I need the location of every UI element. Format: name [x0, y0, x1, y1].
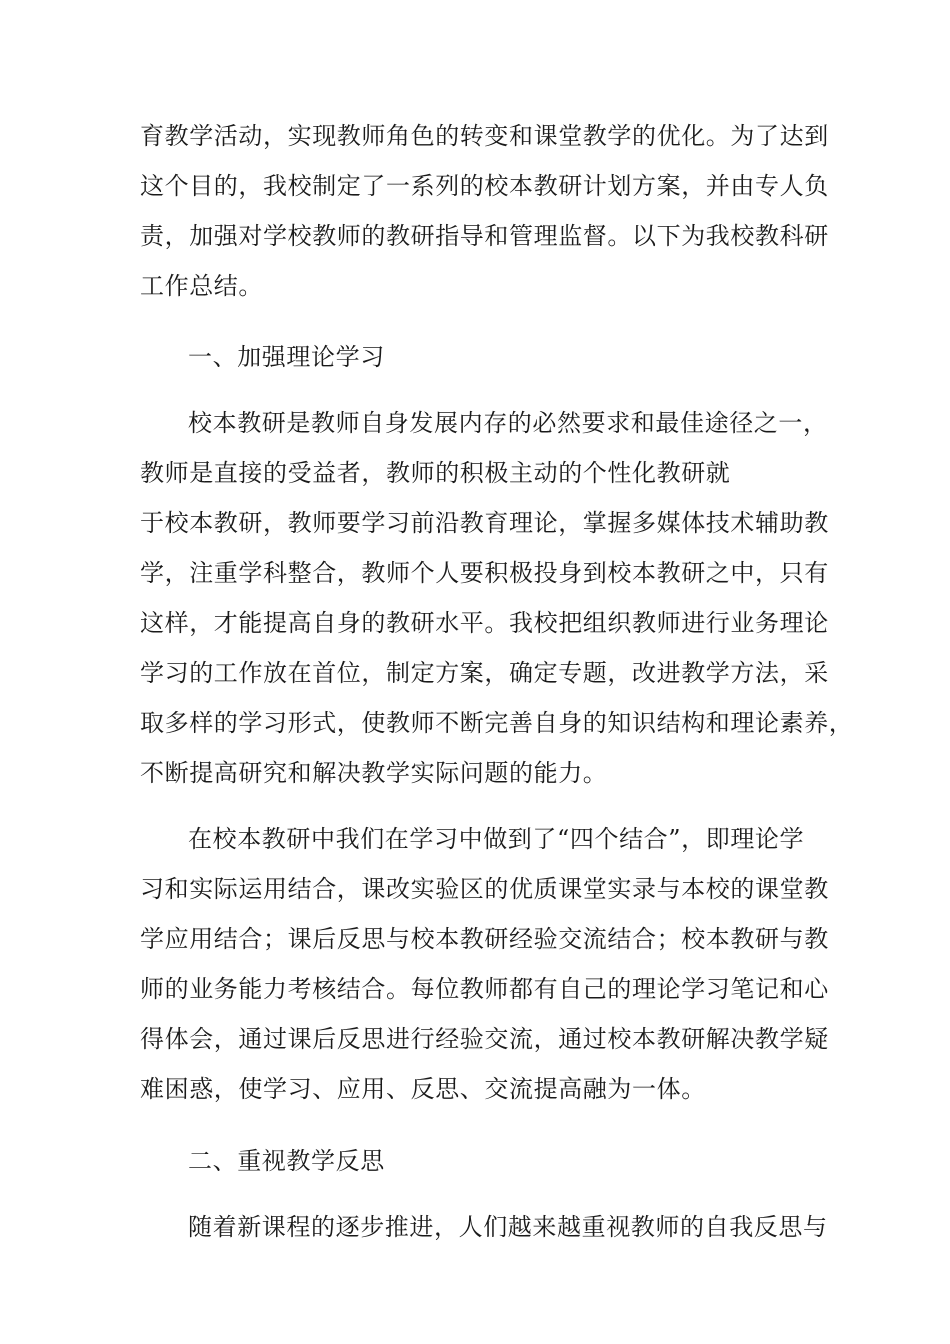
paragraph-3-line: 难困惑，使学习、应用、反思、交流提高融为一体。 — [140, 1075, 706, 1103]
paragraph-1-line: 工作总结。 — [140, 272, 263, 300]
paragraph-2-line: 这样，才能提高自身的教研水平。我校把组织教师进行业务理论 — [140, 609, 829, 637]
paragraph-1-line: 这个目的，我校制定了一系列的校本教研计划方案，并由专人负 — [140, 172, 829, 200]
paragraph-3-line: 师的业务能力考核结合。每位教师都有自己的理论学习笔记和心 — [140, 975, 829, 1003]
paragraph-2-line: 校本教研是教师自身发展内存的必然要求和最佳途径之一， — [188, 409, 828, 437]
paragraph-3-line: 得体会，通过课后反思进行经验交流，通过校本教研解决教学疑 — [140, 1025, 829, 1053]
section-heading-1: 一、加强理论学习 — [188, 343, 385, 371]
section-heading-2: 二、重视教学反思 — [188, 1147, 385, 1175]
paragraph-2-line: 学习的工作放在首位，制定方案，确定专题，改进教学方法，采 — [140, 659, 829, 687]
paragraph-2-line: 教师是直接的受益者，教师的积极主动的个性化教研就 — [140, 459, 731, 487]
paragraph-2-line: 学，注重学科整合，教师个人要积极投身到校本教研之中，只有 — [140, 559, 829, 587]
paragraph-2-line: 取多样的学习形式，使教师不断完善自身的知识结构和理论素养， — [140, 709, 854, 737]
paragraph-2-line: 不断提高研究和解决教学实际问题的能力。 — [140, 759, 608, 787]
paragraph-2-line: 于校本教研，教师要学习前沿教育理论，掌握多媒体技术辅助教 — [140, 509, 829, 537]
paragraph-1-line: 育教学活动，实现教师角色的转变和课堂教学的优化。为了达到 — [140, 122, 829, 150]
paragraph-3-line: 在校本教研中我们在学习中做到了“四个结合”，即理论学 — [188, 825, 805, 853]
paragraph-3-line: 学应用结合；课后反思与校本教研经验交流结合；校本教研与教 — [140, 925, 829, 953]
paragraph-4-line: 随着新课程的逐步推进，人们越来越重视教师的自我反思与 — [188, 1213, 828, 1241]
paragraph-1-line: 责，加强对学校教师的教研指导和管理监督。以下为我校教科研 — [140, 222, 829, 250]
paragraph-3-line: 习和实际运用结合，课改实验区的优质课堂实录与本校的课堂教 — [140, 875, 829, 903]
